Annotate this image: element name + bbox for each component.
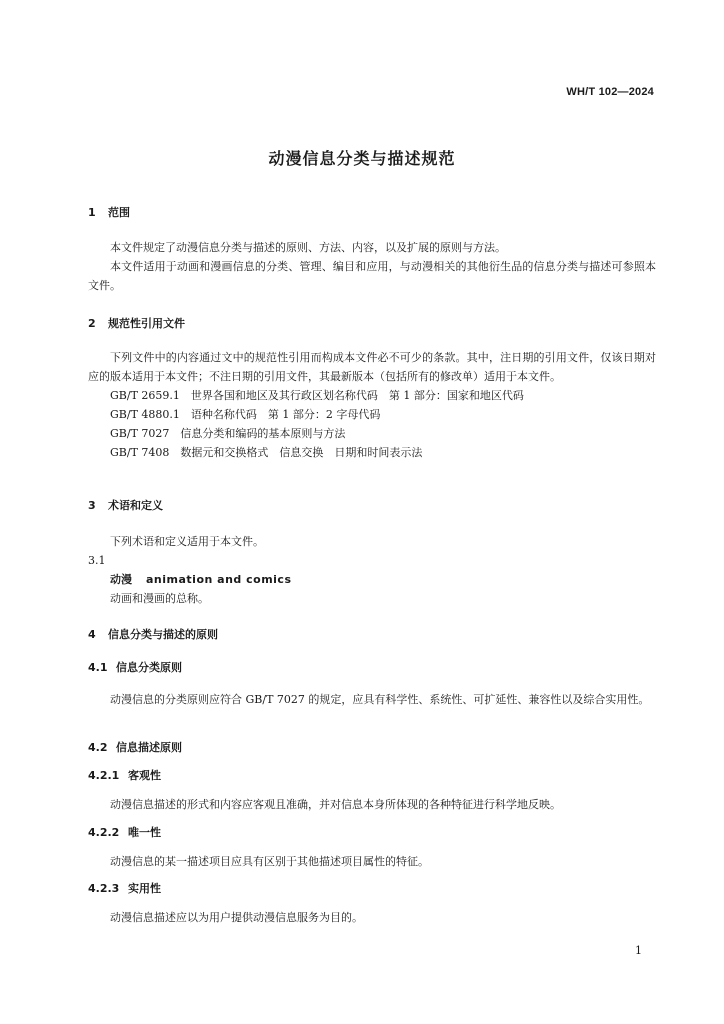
subsection-4-1-body bbox=[88, 690, 656, 709]
subsection-title: 唯一性 bbox=[128, 826, 161, 839]
subsection-number: 4.2.2 bbox=[88, 826, 120, 839]
standard-code: WH/T 102—2024 bbox=[566, 86, 654, 98]
subsection-number: 4.2.3 bbox=[88, 882, 120, 895]
section-3-body bbox=[88, 532, 656, 608]
subsection-number: 4.2.1 bbox=[88, 769, 120, 782]
paragraph: 本文件适用于动画和漫画信息的分类、管理、编目和应用，与动漫相关的其他衍生品的信息分类与描述可参照本文件。 bbox=[88, 260, 656, 292]
section-title: 信息分类与描述的原则 bbox=[108, 628, 218, 641]
term-entry bbox=[88, 570, 656, 589]
section-1-heading bbox=[88, 205, 656, 221]
section-number: 1 bbox=[88, 206, 96, 219]
section-2-body bbox=[88, 348, 656, 462]
term-number: 3.1 bbox=[88, 554, 106, 567]
paragraph: 动漫信息的某一描述项目应具有区别于其他描述项目属性的特征。 bbox=[110, 855, 429, 868]
subsection-4-2-1-heading bbox=[88, 768, 656, 784]
subsection-4-1-heading bbox=[88, 660, 656, 676]
subsection-4-2-2-heading bbox=[88, 825, 656, 841]
subsection-4-2-2-body bbox=[88, 852, 656, 871]
subsection-number: 4.2 bbox=[88, 741, 108, 754]
section-2-heading bbox=[88, 316, 656, 332]
subsection-title: 客观性 bbox=[128, 769, 161, 782]
subsection-4-2-heading bbox=[88, 740, 656, 756]
term-english: animation and comics bbox=[146, 573, 292, 586]
section-4-heading bbox=[88, 627, 656, 643]
section-number: 3 bbox=[88, 499, 96, 512]
subsection-4-2-3-body bbox=[88, 908, 656, 927]
section-title: 范围 bbox=[108, 206, 130, 219]
section-title: 术语和定义 bbox=[108, 499, 163, 512]
paragraph: 动漫信息的分类原则应符合 GB/T 7027 的规定，应具有科学性、系统性、可扩延性、兼容性以及综合实用性。 bbox=[110, 693, 650, 706]
paragraph: 动漫信息描述应以为用户提供动漫信息服务为目的。 bbox=[110, 911, 363, 924]
section-1-body bbox=[88, 238, 656, 295]
section-3-heading bbox=[88, 498, 656, 514]
paragraph: 下列术语和定义适用于本文件。 bbox=[110, 535, 264, 548]
subsection-title: 信息描述原则 bbox=[116, 741, 182, 754]
subsection-4-2-1-body bbox=[88, 795, 656, 814]
term-chinese: 动漫 bbox=[110, 573, 132, 586]
subsection-title: 实用性 bbox=[128, 882, 161, 895]
reference-item: GB/T 7408 数据元和交换格式 信息交换 日期和时间表示法 bbox=[110, 446, 423, 459]
reference-item: GB/T 4880.1 语种名称代码 第 1 部分：2 字母代码 bbox=[110, 408, 381, 421]
subsection-number: 4.1 bbox=[88, 661, 108, 674]
subsection-title: 信息分类原则 bbox=[116, 661, 182, 674]
term-definition: 动画和漫画的总称。 bbox=[110, 592, 209, 605]
reference-item: GB/T 7027 信息分类和编码的基本原则与方法 bbox=[110, 427, 346, 440]
reference-item: GB/T 2659.1 世界各国和地区及其行政区划名称代码 第 1 部分：国家和地区代码 bbox=[110, 389, 524, 402]
section-number: 2 bbox=[88, 317, 96, 330]
document-title: 动漫信息分类与描述规范 bbox=[268, 149, 456, 168]
paragraph: 本文件规定了动漫信息分类与描述的原则、方法、内容，以及扩展的原则与方法。 bbox=[110, 241, 506, 254]
paragraph: 下列文件中的内容通过文中的规范性引用而构成本文件必不可少的条款。其中，注日期的引用文件，仅该日期对应的版本适用于本文件；不注日期的引用文件，其最新版本（包括所有的修改单）适用于本文件。 bbox=[88, 351, 656, 383]
page-number: 1 bbox=[635, 944, 642, 957]
subsection-4-2-3-heading bbox=[88, 881, 656, 897]
section-number: 4 bbox=[88, 628, 96, 641]
section-title: 规范性引用文件 bbox=[108, 317, 185, 330]
paragraph: 动漫信息描述的形式和内容应客观且准确，并对信息本身所体现的各种特征进行科学地反映。 bbox=[110, 798, 561, 811]
